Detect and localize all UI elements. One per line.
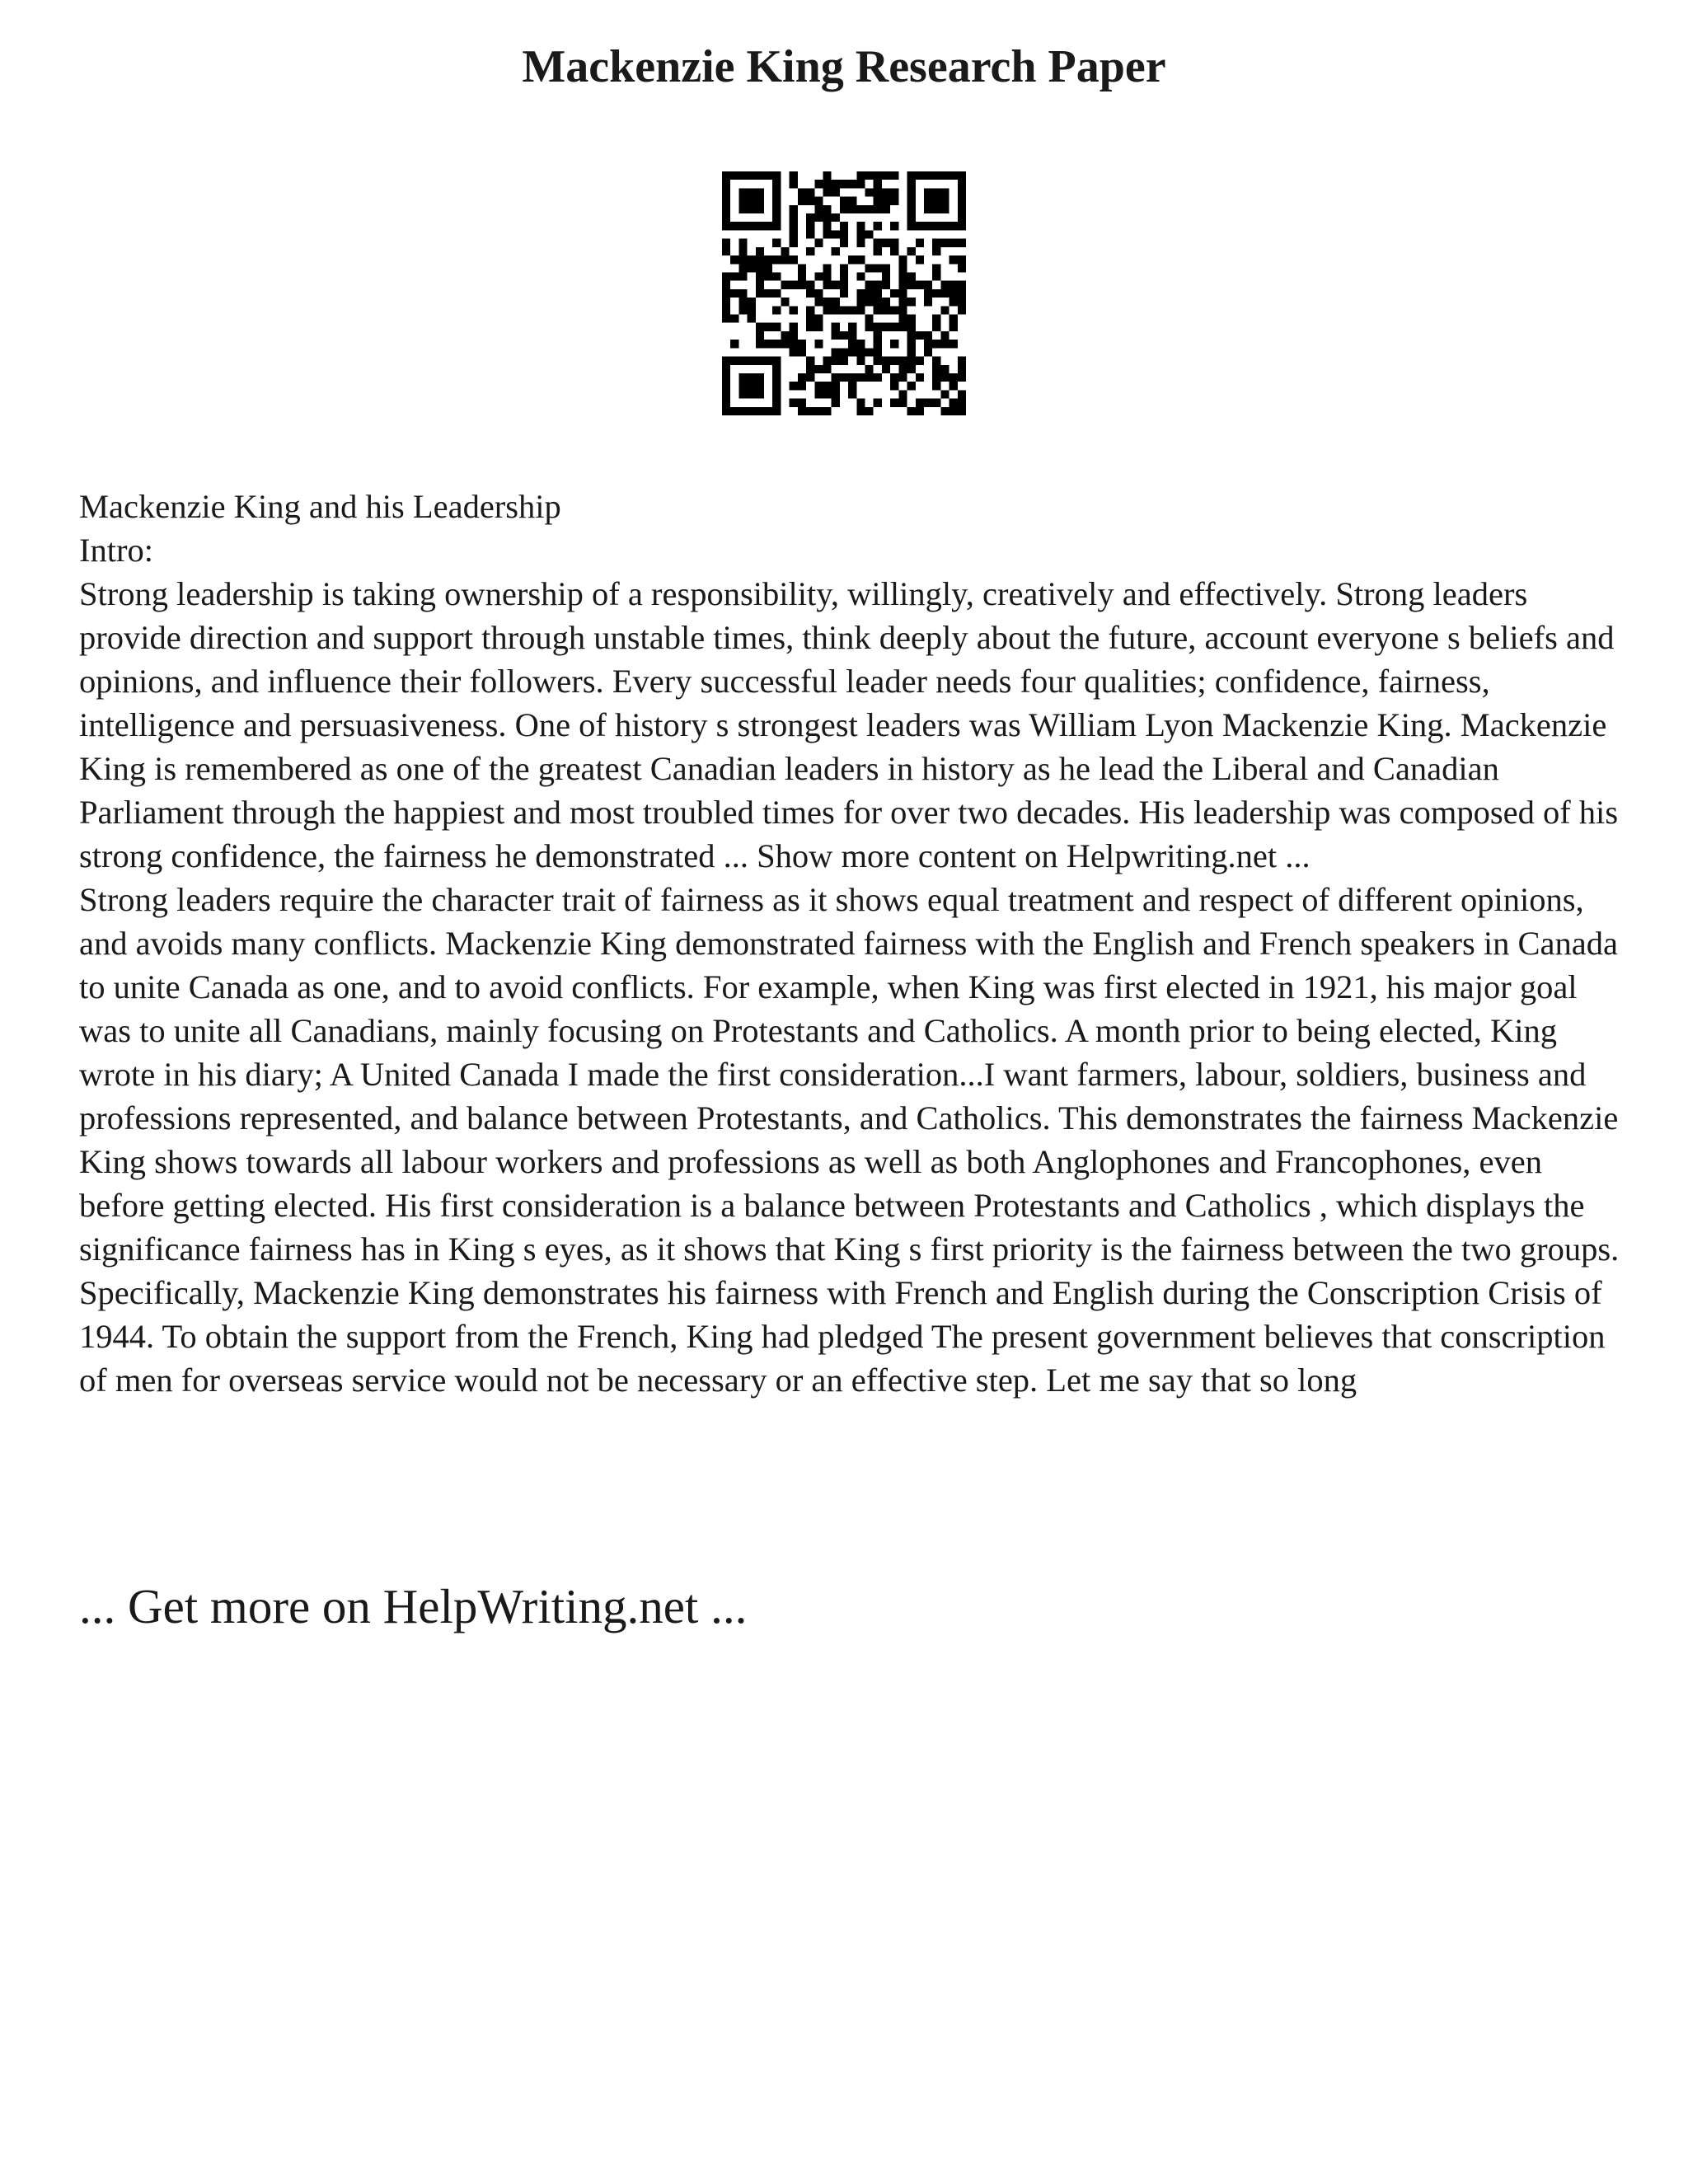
get-more-link[interactable]: ... Get more on HelpWriting.net ... — [79, 1579, 748, 1633]
qr-code-icon — [722, 171, 966, 415]
document-body — [79, 485, 1629, 1402]
section-heading: Mackenzie King and his Leadership — [79, 488, 561, 525]
paragraph-1: Strong leadership is taking ownership of a responsibility, willingly, creatively and effectively. Strong leaders provide direction and support through unstable times, think deeply about the future, account everyone s beliefs and opinions, and influence their followers. Every successful leader needs four qualities; confidence, fairness, intelligence and persuasiveness. One of history s strongest leaders was William Lyon Mackenzie King. Mackenzie King is remembered as one of the greatest Canadian leaders in history as he lead the Liberal and Canadian Parliament through the happiest and most troubled times for over two decades. His leadership was composed of his strong confidence, the fairness he demonstrated ... Show more content on Helpwriting.net ... — [79, 575, 1619, 874]
intro-label: Intro: — [79, 532, 153, 569]
document-title: Mackenzie King Research Paper — [522, 41, 1166, 92]
paragraph-2: Strong leaders require the character trait of fairness as it shows equal treatment and respect of different opinions, and avoids many conflicts. Mackenzie King demonstrated fairness with the English and French speakers in Canada to unite Canada as one, and to avoid conflicts. For example, when King was first elected in 1921, his major goal was to unite all Canadians, mainly focusing on Protestants and Catholics. A month prior to being elected, King wrote in his diary; A United Canada I made the first consideration...I want farmers, labour, soldiers, business and professions represented, and balance between Protestants, and Catholics. This demonstrates the fairness Mackenzie King shows towards all labour workers and professions as well as both Anglophones and Francophones, even before getting elected. His first consideration is a balance between Protestants and Catholics , which displays the significance fairness has in King s eyes, as it shows that King s first priority is the fairness between the two groups. Specifically, Mackenzie King demonstrates his fairness with French and English during the Conscription Crisis of 1944. To obtain the support from the French, King had pledged The present government believes that conscription of men for overseas service would not be necessary or an effective step. Let me say that so long — [79, 881, 1620, 1399]
